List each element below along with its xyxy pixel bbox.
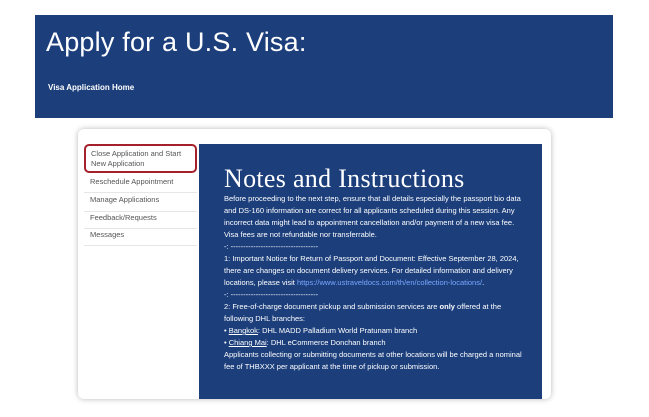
- branch-chiang-mai: • Chiang Mai: DHL eCommerce Donchan branch: [224, 338, 386, 347]
- notice-1: 1: Important Notice for Return of Passport and Document: Effective September 28, 2024, there are changes on document delivery services. For detailed information and delivery locations, please visit https://www.ustraveldocs.com/th/en/collection-locations/.: [224, 254, 519, 287]
- notes-body: [224, 193, 524, 373]
- branch-bangkok: • Bangkok: DHL MADD Palladium World Pratunam branch: [224, 326, 418, 335]
- sidebar-item-reschedule[interactable]: Reschedule Appointment: [84, 177, 197, 193]
- fee-note: Applicants collecting or submitting documents at other locations will be charged a nominal fee of THBXXX per applicant at the time of pickup or submission.: [224, 350, 522, 371]
- collection-locations-link[interactable]: https://www.ustraveldocs.com/th/en/collection-locations/: [296, 278, 483, 287]
- sidebar-item-manage-applications[interactable]: Manage Applications: [84, 194, 197, 212]
- notice-2: 2: Free-of-charge document pickup and submission services are only offered at the following DHL branches:: [224, 302, 502, 323]
- divider: -: -----------------------------------: [224, 290, 319, 299]
- page-title: Apply for a U.S. Visa:: [46, 27, 307, 57]
- notes-panel: [199, 144, 542, 399]
- intro-text: Before proceeding to the next step, ensure that all details especially the passport bio data and DS-160 information are correct for all applicants scheduled during this session. Any incorrect data might lead to appointment cancellation and/or payment of a new visa fee. Visa fees are not refundable nor transferrable.: [224, 194, 521, 239]
- divider: -: -----------------------------------: [224, 242, 319, 251]
- sidebar: [78, 129, 199, 399]
- sidebar-item-feedback[interactable]: Feedback/Requests: [84, 212, 197, 229]
- content-card: [78, 129, 551, 399]
- header-banner: [35, 15, 613, 118]
- sidebar-item-messages[interactable]: Messages: [84, 229, 197, 246]
- sidebar-item-close-application[interactable]: Close Application and Start New Application: [84, 144, 197, 173]
- notes-title: Notes and Instructions: [224, 164, 465, 193]
- visa-application-home-link[interactable]: Visa Application Home: [48, 83, 135, 92]
